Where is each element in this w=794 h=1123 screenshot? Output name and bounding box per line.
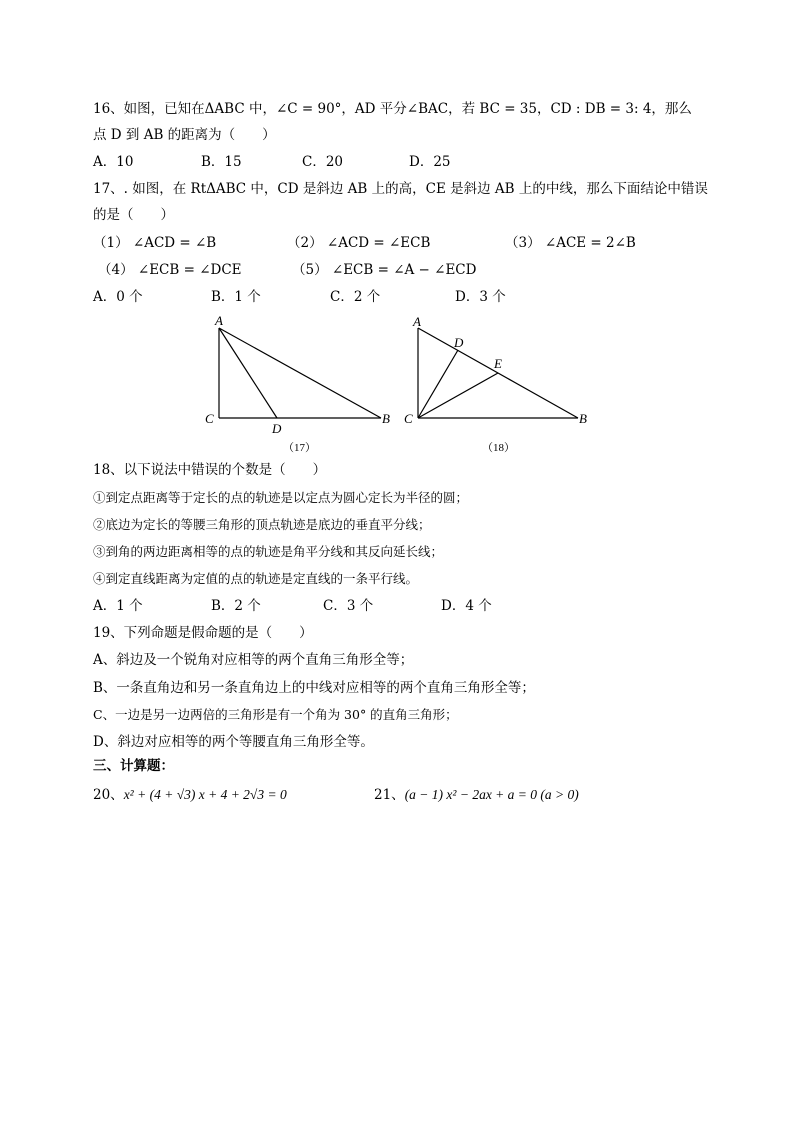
figure-17	[195, 310, 405, 460]
q16-line1: 16、如图，已知在ΔABC 中，∠C = 90°，AD 平分∠BAC，若 BC = 35，CD : DB = 3: 4，那么	[93, 101, 692, 117]
q20-label: 20、	[93, 787, 124, 803]
fig17-side-ab	[219, 328, 381, 418]
q17-line2: 的是（ ）	[93, 207, 174, 223]
fig18-label-c: C	[404, 411, 413, 426]
q20-equation: x² + (4 + √3) x + 4 + 2√3 = 0	[123, 787, 287, 802]
fig17-label-b: B	[382, 411, 390, 426]
q19-item-c: C、一边是另一边两倍的三角形是有一个角为 30° 的直角三角形；	[93, 707, 458, 722]
q18-option-d: D．4 个	[441, 598, 492, 614]
q17-option-b: B．1 个	[211, 289, 261, 305]
q18-item-3: ③到角的两边距离相等的点的轨迹是角平分线和其反向延长线；	[93, 544, 444, 559]
fig18-label-e: E	[494, 356, 502, 371]
fig18-caption: （18）	[482, 442, 515, 454]
q17-statement-2: （2） ∠ACD = ∠ECB	[287, 235, 431, 251]
q19-item-a: A、斜边及一个锐角对应相等的两个直角三角形全等；	[93, 652, 414, 668]
q17-statement-3: （3） ∠ACE = 2∠B	[505, 235, 636, 251]
q17-statement-5: （5） ∠ECB = ∠A − ∠ECD	[292, 262, 477, 278]
q18-option-c: C．3 个	[323, 598, 374, 614]
q21-label: 21、	[374, 787, 405, 803]
q18-option-a: A．1 个	[93, 598, 143, 614]
q21-equation: (a − 1) x² − 2ax + a = 0 (a > 0)	[404, 787, 579, 802]
q20	[93, 786, 287, 804]
q18-option-b: B．2 个	[211, 598, 261, 614]
fig18-segment-ce	[418, 373, 498, 418]
q16-option-a: A．10	[93, 154, 134, 170]
fig18-segment-cd	[418, 350, 458, 418]
fig17-label-c: C	[205, 411, 214, 426]
fig17-label-a: A	[215, 313, 223, 328]
q21	[374, 786, 579, 804]
q18-item-4: ④到定直线距离为定值的点的轨迹是定直线的一条平行线。	[93, 571, 419, 586]
q17-option-c: C．2 个	[330, 289, 381, 305]
q18-title: 18、以下说法中错误的个数是（ ）	[93, 462, 327, 478]
q19-item-b: B、一条直角边和另一条直角边上的中线对应相等的两个直角三角形全等；	[93, 680, 535, 696]
fig17-caption: （17）	[283, 442, 316, 454]
q19-title: 19、下列命题是假命题的是（ ）	[93, 625, 313, 641]
fig17-label-d: D	[272, 421, 282, 436]
figure-18	[400, 310, 600, 460]
q17-statement-1: （1） ∠ACD = ∠B	[93, 235, 217, 251]
q17-option-d: D．3 个	[455, 289, 506, 305]
q17-line1: 17、. 如图，在 RtΔABC 中，CD 是斜边 AB 上的高，CE 是斜边 AB 上的中线，那么下面结论中错误	[93, 181, 708, 197]
q16-option-b: B．15	[201, 154, 242, 170]
q19-item-d: D、斜边对应相等的两个等腰直角三角形全等。	[93, 734, 374, 750]
fig18-label-d: D	[454, 335, 464, 350]
q16-option-d: D．25	[409, 154, 451, 170]
q17-statement-4: （4） ∠ECB = ∠DCE	[98, 262, 242, 278]
q17-option-a: A．0 个	[93, 289, 143, 305]
q18-item-2: ②底边为定长的等腰三角形的顶点轨迹是底边的垂直平分线；	[93, 517, 431, 532]
q18-item-1: ①到定点距离等于定长的点的轨迹是以定点为圆心定长为半径的圆；	[93, 490, 469, 505]
fig17-segment-ad	[219, 328, 277, 418]
q16-line2: 点 D 到 AB 的距离为（ ）	[93, 127, 276, 143]
fig18-label-a: A	[413, 314, 421, 329]
section-3-title: 三、计算题：	[93, 758, 174, 774]
fig18-label-b: B	[579, 411, 587, 426]
q16-option-c: C．20	[302, 154, 344, 170]
